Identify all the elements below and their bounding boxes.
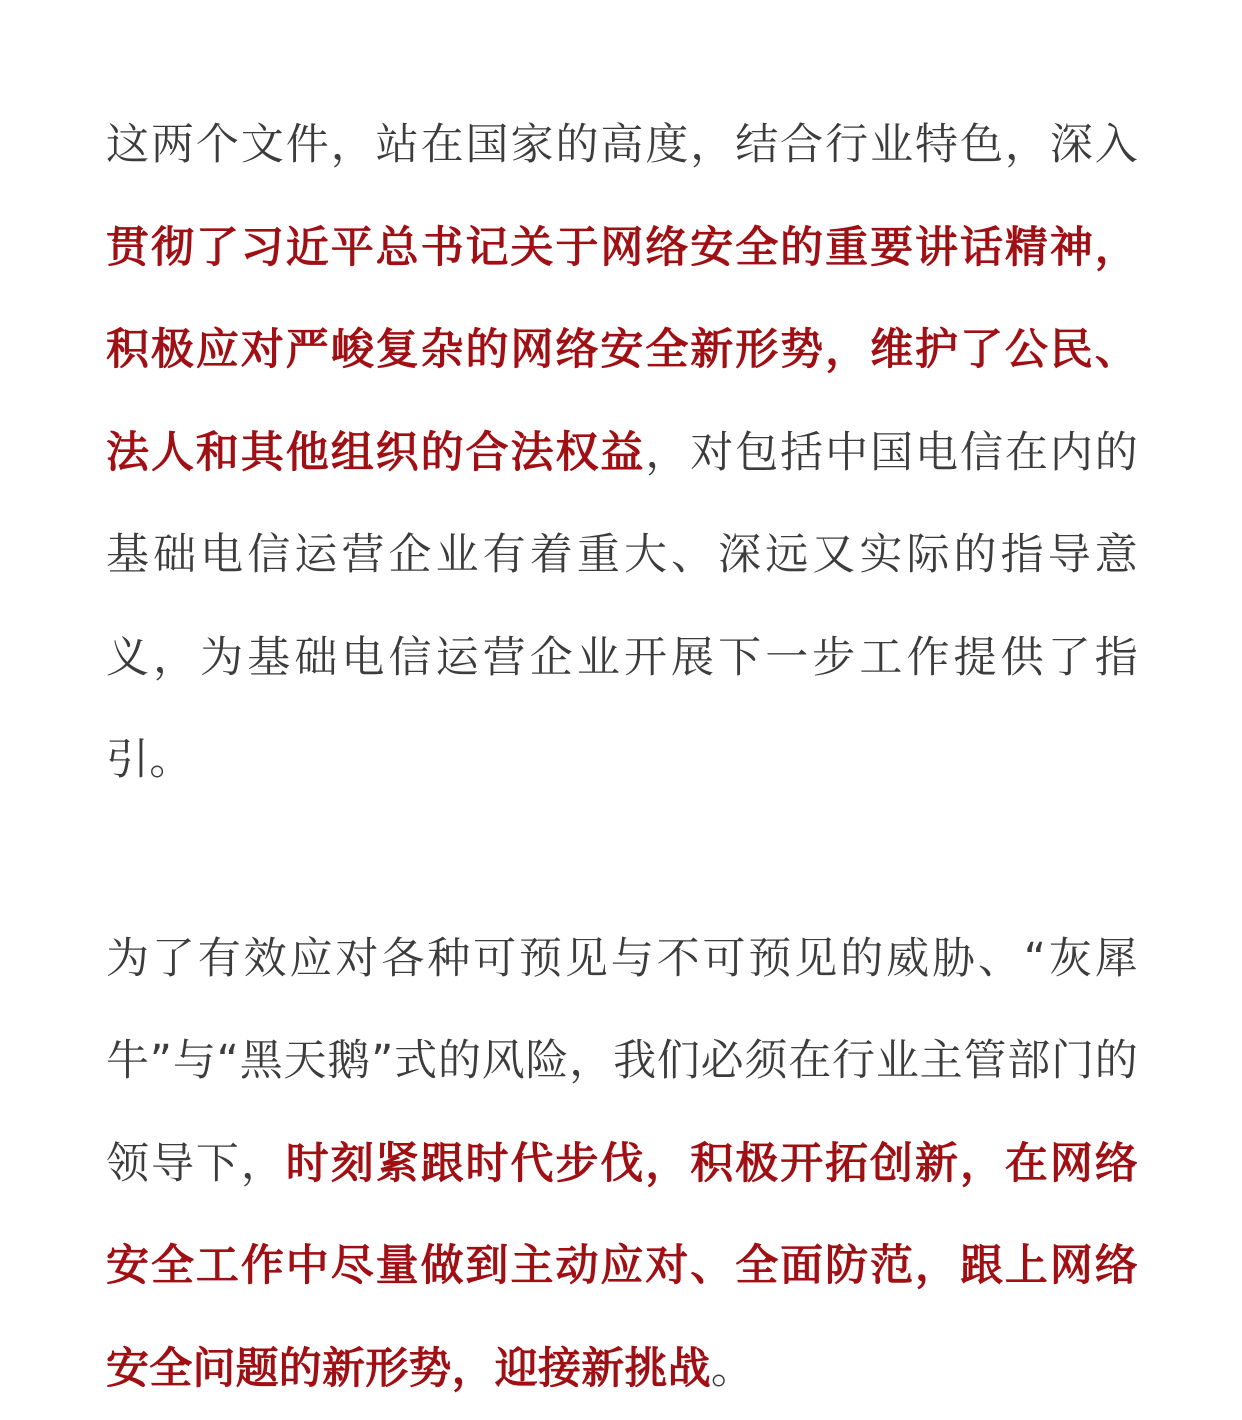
paragraph-2 [106, 908, 1138, 1420]
paragraph-2-emphasis: 时刻紧跟时代步伐，积极开拓创新，在网络安全工作中尽量做到主动应对、全面防范，跟上网络安全问题的新形势，迎接新挑战 [106, 1139, 1138, 1394]
paragraph-1-text: 这两个文件，站在国家的高度，结合行业特色，深入 [106, 120, 1138, 170]
paragraph-2-text-end: 。 [711, 1344, 754, 1394]
paragraph-2-text: 为了有效应对各种可预见与不可预见的威胁、“灰犀牛”与“黑天鹅”式的风险，我们必须在行业主管部门的领导下， [106, 934, 1138, 1189]
paragraph-1 [106, 94, 1138, 812]
paragraph-1-emphasis: 贯彻了习近平总书记关于网络安全的重要讲话精神，积极应对严峻复杂的网络安全新形势，维护了公民、法人和其他组织的合法权益 [106, 223, 1138, 478]
article-body [106, 94, 1138, 1420]
paragraph-1-text-end: ，对包括中国电信在内的基础电信运营企业有着重大、深远又实际的指导意义，为基础电信运营企业开展下一步工作提供了指引。 [106, 428, 1138, 786]
